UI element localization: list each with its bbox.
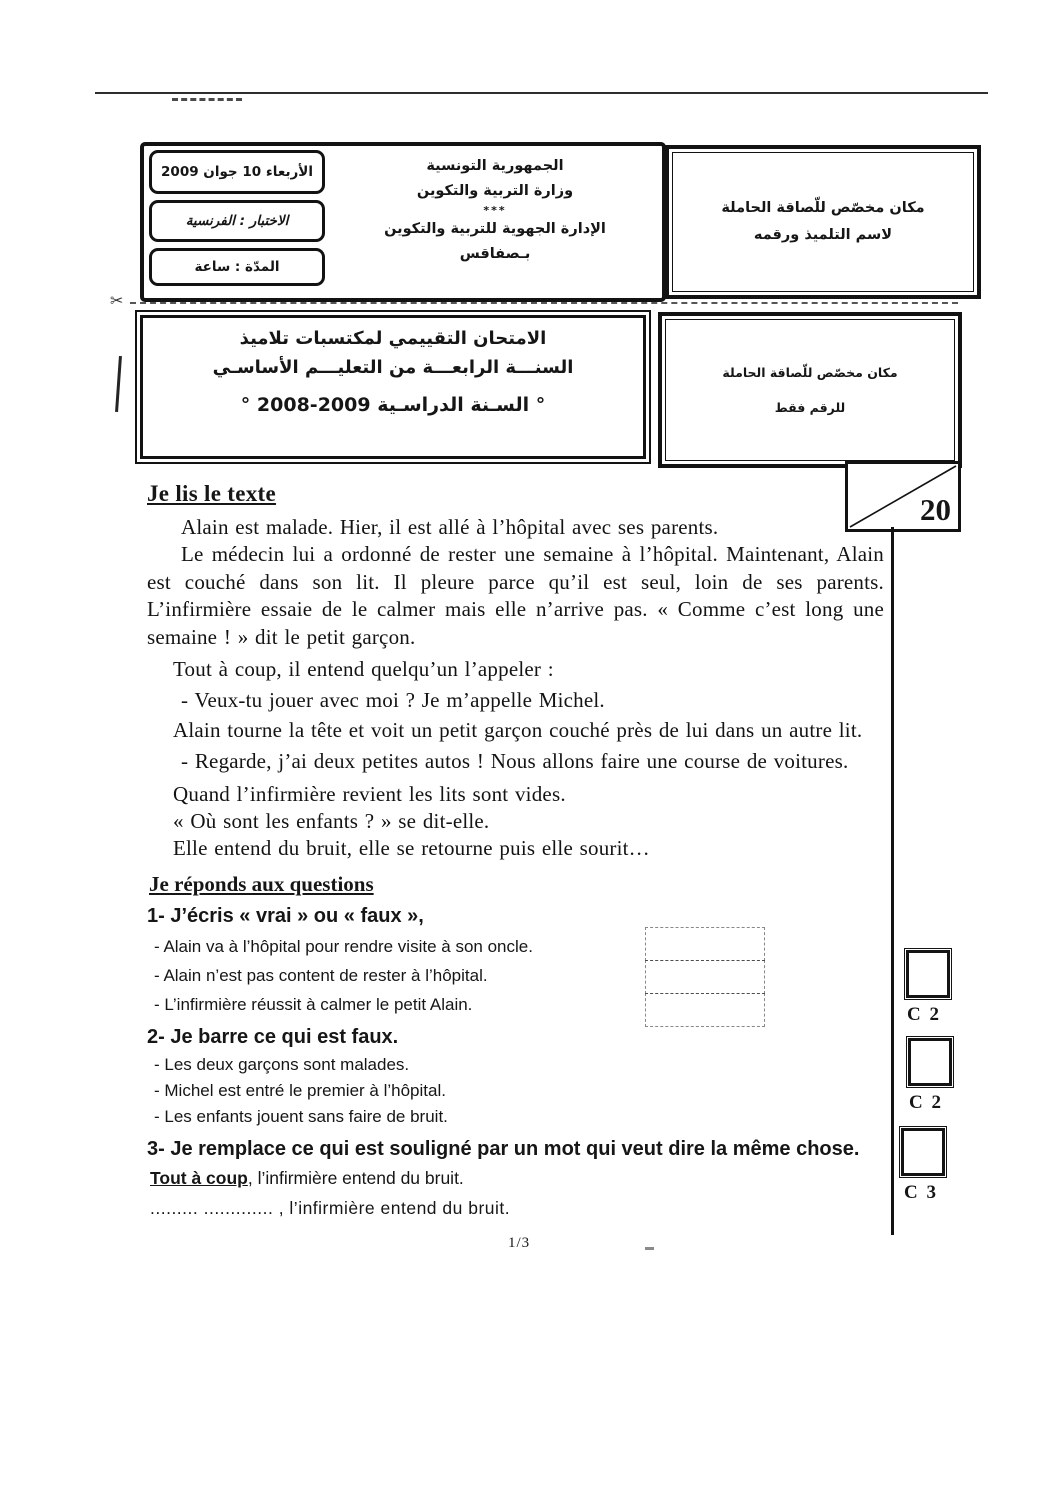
scan-dashes [172,98,242,101]
answer-grid-row [645,960,765,994]
exam-title-line1: الامتحان التقييمي لمكتسبات تلاميذ [239,328,547,349]
questions-section [147,872,889,1219]
competency-checkbox [906,950,950,998]
cut-line [130,302,958,304]
questions-heading: Je réponds aux questions [149,872,374,896]
question-2-statement: - Les enfants jouent sans faire de bruit. [154,1107,448,1126]
reading-paragraph: « Où sont les enfants ? » se dit-elle. [173,809,490,834]
regional-directorate-line: الإدارة الجهوية للتربية والتكوين [384,221,606,237]
exam-title-box [135,310,651,464]
competency-checkbox [901,1128,945,1176]
exam-subject-box [149,200,325,242]
exam-duration-box [149,248,325,286]
question-2-title: 2- Je barre ce qui est faux. [147,1026,399,1048]
question-1-statement: - Alain va à l’hôpital pour rendre visite à son oncle. [154,937,533,956]
reading-paragraph: - Regarde, j’ai deux petites autos ! Nous allons faire une course de voitures. [181,749,849,774]
top-rule [95,92,988,94]
answer-grid-row [645,927,765,961]
name-sticker-box [665,145,981,299]
competency-label: C 2 [909,1092,943,1113]
exam-date-box [149,150,325,194]
stars-separator: *** [483,204,507,217]
sentence-rest: , l’infirmière entend du bruit. [247,1168,464,1188]
competency-checkbox [908,1038,952,1086]
number-sticker-line1: مكان مخصّص للّصاقة الحاملة [722,365,898,380]
header-left-column [149,150,325,292]
reading-paragraph: Elle entend du bruit, elle se retourne puis elle sourit… [173,836,650,861]
question-3-answer-line: ......... ............. , l’infirmière entend du bruit. [150,1198,511,1218]
exam-duration-label: المدّة : ساعة [194,259,280,275]
scissors-cut-icon: ✂ [110,291,124,310]
exam-date-label: الأربعاء 10 جوان 2009 [161,164,313,180]
header-admin-box [140,142,666,302]
answer-grid [645,928,765,1027]
question-2-statement: - Les deux garçons sont malades. [154,1055,410,1074]
reading-heading: Je lis le texte [147,481,277,506]
margin-divider-line [891,527,894,1235]
page-number: 1/3 [508,1235,531,1251]
stray-pen-mark [115,356,122,412]
score-total: 20 [920,492,951,527]
reading-paragraph: - Veux-tu jouer avec moi ? Je m’appelle Michel. [181,688,605,713]
name-sticker-line2: لاسم التلميذ ورقمه [753,227,893,243]
republic-line: الجمهورية التونسية [426,158,564,174]
name-sticker-line1: مكان مخصّص للّصاقة الحاملة [721,200,925,216]
reading-paragraph: Tout à coup, il entend quelqu’un l’appeler : [173,657,554,682]
underlined-phrase: Tout à coup [150,1168,248,1188]
question-3-title: 3- Je remplace ce qui est souligné par un mot qui veut dire la même chose. [147,1138,860,1160]
question-1-statement: - Alain n’est pas content de rester à l’hôpital. [154,966,488,985]
reading-section [147,481,884,863]
question-2-statement: - Michel est entré le premier à l’hôpital. [154,1081,446,1100]
reading-paragraph: Alain tourne la tête et voit un petit garçon couché près de lui dans un autre lit. [173,717,863,742]
competency-label: C 3 [904,1182,938,1203]
answer-grid-row [645,993,765,1027]
city-line: بـصفاقس [459,246,531,262]
question-3-example [150,1168,889,1189]
ministry-line: وزارة التربية والتكوين [416,183,574,199]
question-1-title: 1- J’écris « vrai » ou « faux », [147,905,424,927]
scan-speck [645,1247,654,1250]
number-sticker-box [658,312,962,468]
reading-paragraph: Quand l’infirmière revient les lits sont vides. [173,781,566,806]
ministry-header [336,154,654,267]
reading-paragraph: Alain est malade. Hier, il est allé à l’hôpital avec ses parents. [181,515,719,539]
exam-title-line2: السنـــة الرابعـــة من التعليـــم الأساسـي [212,357,574,378]
number-sticker-line2: للرقم فقط [774,400,846,415]
reading-paragraph: Le médecin lui a ordonné de rester une semaine à l’hôpital. Maintenant, Alain est couché dans son lit. Il pleure parce qu’il est seul, loin de ses parents. L’infirmière essaie de le calmer mais elle n’arrive pas. « Comme c’est long une semaine ! » dit le petit garçon. [147,542,884,649]
competency-label: C 2 [907,1004,941,1025]
exam-title-text [147,322,639,452]
exam-title-line3: ° السـنة الدراسـية 2009-2008 ° [240,394,546,416]
exam-subject-label: الاختبار : الفرنسية [185,213,289,229]
question-1-statement: - L’infirmière réussit à calmer le petit Alain. [154,995,473,1014]
